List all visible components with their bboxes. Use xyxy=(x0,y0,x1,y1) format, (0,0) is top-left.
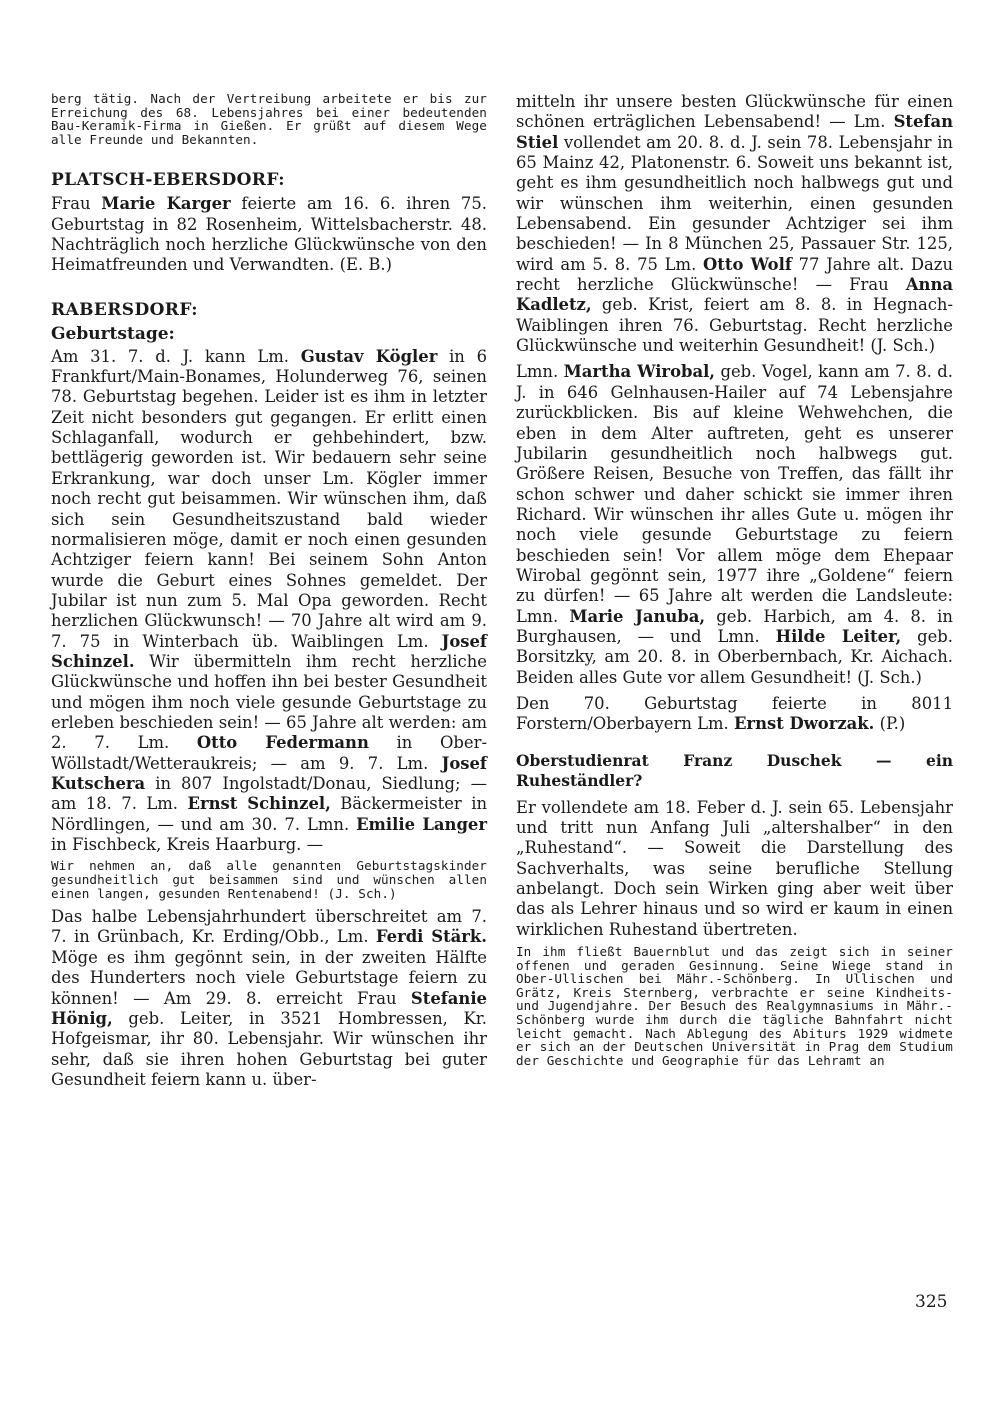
left-column xyxy=(51,92,487,1094)
right-paragraph-3: Den 70. Geburtstag feierte in 8011 Forstern/Oberbayern Lm. Ernst Dworzak. (P.) xyxy=(516,693,953,734)
platsch-ebersdorf-text: Frau Marie Karger feierte am 16. 6. ihren 75. Geburtstag in 82 Rosenheim, Wittelsbacherstr. 48. Nachträglich noch herzliche Glückwünsche von den Heimatfreunden und Verwandten. (E. B.) xyxy=(51,194,487,275)
intro-small-text: berg tätig. Nach der Vertreibung arbeitete er bis zur Erreichung des 68. Lebensjahres bei einer bedeutenden Bau-Keramik-Firma in Gießen. Er grüßt auf diesem Wege alle Freunde und Bekannten. xyxy=(51,91,487,147)
right-column xyxy=(516,92,953,1067)
rabersdorf-birthdays-text: Am 31. 7. d. J. kann Lm. Gustav Kögler in 6 Frankfurt/Main-Bonames, Holunderweg 76, seinen 78. Geburtstag begehen. Leider ist es ihm in letzter Zeit nicht besonders gut gegangen. Er erlitt einen Schlaganfall, wodurch er gehbehindert, bzw. bettlägerig geworden ist. Wir bedauern sehr seine Erkrankung, war doch unser Lm. Kögler immer noch recht gut beisammen. Wir wünschen ihm, daß sich sein Gesundheitszustand bald wieder normalisieren möge, damit er noch einen gesunden Achtziger feiern kann! Bei seinem Sohn Anton wurde die Geburt eines Sohnes gemeldet. Der Jubilar ist nun zum 5. Mal Opa geworden. Recht herzlichen Glückwunsch! — 70 Jahre alt wird am 9. 7. 75 in Winterbach üb. Waiblingen Lm. Josef Schinzel. Wir übermitteln ihm recht herzliche Glückwünsche und hoffen ihn bei bester Gesundheit und mögen ihm noch viele gesunde Geburtstage zu erleben beschieden sein! — 65 Jahre alt werden: am 2. 7. Lm. Otto Federmann in Ober-Wöllstadt/Wetteraukreis; — am 9. 7. Lm. Josef Kutschera in 807 Ingolstadt/Donau, Siedlung; — am 18. 7. Lm. Ernst Schinzel, Bäckermeister in Nördlingen, — und am 30. 7. Lmn. Emilie Langer in Fischbeck, Kreis Haarburg. — xyxy=(51,346,488,854)
article-paragraph: Er vollendete am 18. Feber d. J. sein 65. Lebensjahr und tritt nun Anfang Juli „altershalber“ in den „Ruhestand“. — Soweit die Darstellung des Sachverhalts, was seine berufliche Stellung anbelangt. Doch sein Wirken ging aber weit über das als Lehrer hinaus und so wird er kaum in einen wirklichen Ruhestand übertreten. xyxy=(516,797,953,939)
halbe-lebensjahrhundert-text: Das halbe Lebensjahrhundert überschreitet am 7. 7. in Grünbach, Kr. Erding/Obb., Lm. Ferdi Stärk. Möge es ihm gegönnt sein, in der zweiten Hälfte des Hunderters noch viele Geburtstage feiern zu können! — Am 29. 8. erreicht Frau Stefanie Hönig, geb. Leiter, in 3521 Hombressen, Kr. Hofgeismar, ihr 80. Lebensjahr. Wir wünschen ihr sehr, daß sie ihren hohen Geburtstag bei guter Gesundheit feiern kann u. über- xyxy=(51,907,487,1089)
rabersdorf-subheading: Geburtstage: xyxy=(51,323,175,344)
page-number: 325 xyxy=(915,1292,948,1312)
rabersdorf-small-note: Wir nehmen an, daß alle genannten Geburtstagskinder gesundheitlich gut beisammen sind und wünschen allen einen langen, gesunden Rentenabend! (J. Sch.) xyxy=(51,858,487,901)
platsch-ebersdorf-heading: PLATSCH-EBERSDORF: xyxy=(51,170,285,191)
right-paragraph-1: mitteln ihr unsere besten Glückwünsche für einen schönen erträglichen Lebensabend! — Lm. Stefan Stiel vollendet am 20. 8. d. J. sein 78. Lebensjahr in 65 Mainz 42, Platonenstr. 6. Soweit uns bekannt ist, geht es ihm gesundheitlich noch halbwegs gut und wir wünschen ihm weiterhin, einen gesunden Lebensabend. Ein gesunder Achtziger sei ihm beschieden! — In 8 München 25, Passauer Str. 125, wird am 5. 8. 75 Lm. Otto Wolf 77 Jahre alt. Dazu recht herzliche Glückwünsche! — Frau Anna Kadletz, geb. Krist, feiert am 8. 8. in Hegnach-Waiblingen ihren 76. Geburtstag. Recht herzliche Glückwünsche und weiterhin Gesundheit! (J. Sch.) xyxy=(516,92,953,356)
right-paragraph-2: Lmn. Martha Wirobal, geb. Vogel, kann am 7. 8. d. J. in 646 Gelnhausen-Hailer auf 74 Lebensjahre zurückblicken. Bis auf kleine Wehwehchen, die eben in dem Alter auftreten, geht es unserer Jubilarin gesundheitlich noch halbwegs gut. Größere Reisen, Besuche von Treffen, das fällt ihr schon schwer und daher schickt sie immer ihren Richard. Wir wünschen ihr alles Gute u. mögen ihr noch viele gesunde Geburtstage zu feiern beschieden sein! Vor allem möge dem Ehepaar Wirobal gegönnt sein, 1977 ihre „Goldene“ feiern zu dürfen! — 65 Jahre alt werden die Landsleute: Lmn. Marie Januba, geb. Harbich, am 4. 8. in Burghausen, — und Lmn. Hilde Leiter, geb. Borsitzky, am 20. 8. in Oberbernbach, Kr. Aichach. Beiden alles Gute vor allem Gesundheit! (J. Sch.) xyxy=(516,362,953,687)
article-small-text: In ihm fließt Bauernblut und das zeigt sich in seiner offenen und geraden Gesinnung. Seine Wiege stand in Ober-Ullischen bei Mähr.-Schönberg. In Ullischen und Grätz, Kreis Sternberg, verbrachte er seine Kindheits- und Jugendjahre. Der Besuch des Realgymnasiums in Mähr.-Schönberg wurde ihm durch die tägliche Bahnfahrt nicht leicht gemacht. Nach Ablegung des Abiturs 1929 widmete er sich an der Deutschen Universität in Prag dem Studium der Geschichte und Geographie für das Lehramt an xyxy=(516,944,953,1068)
rabersdorf-heading: RABERSDORF: xyxy=(51,299,198,320)
article-heading: Oberstudienrat Franz Duschek — ein Ruheständler? xyxy=(516,750,953,790)
